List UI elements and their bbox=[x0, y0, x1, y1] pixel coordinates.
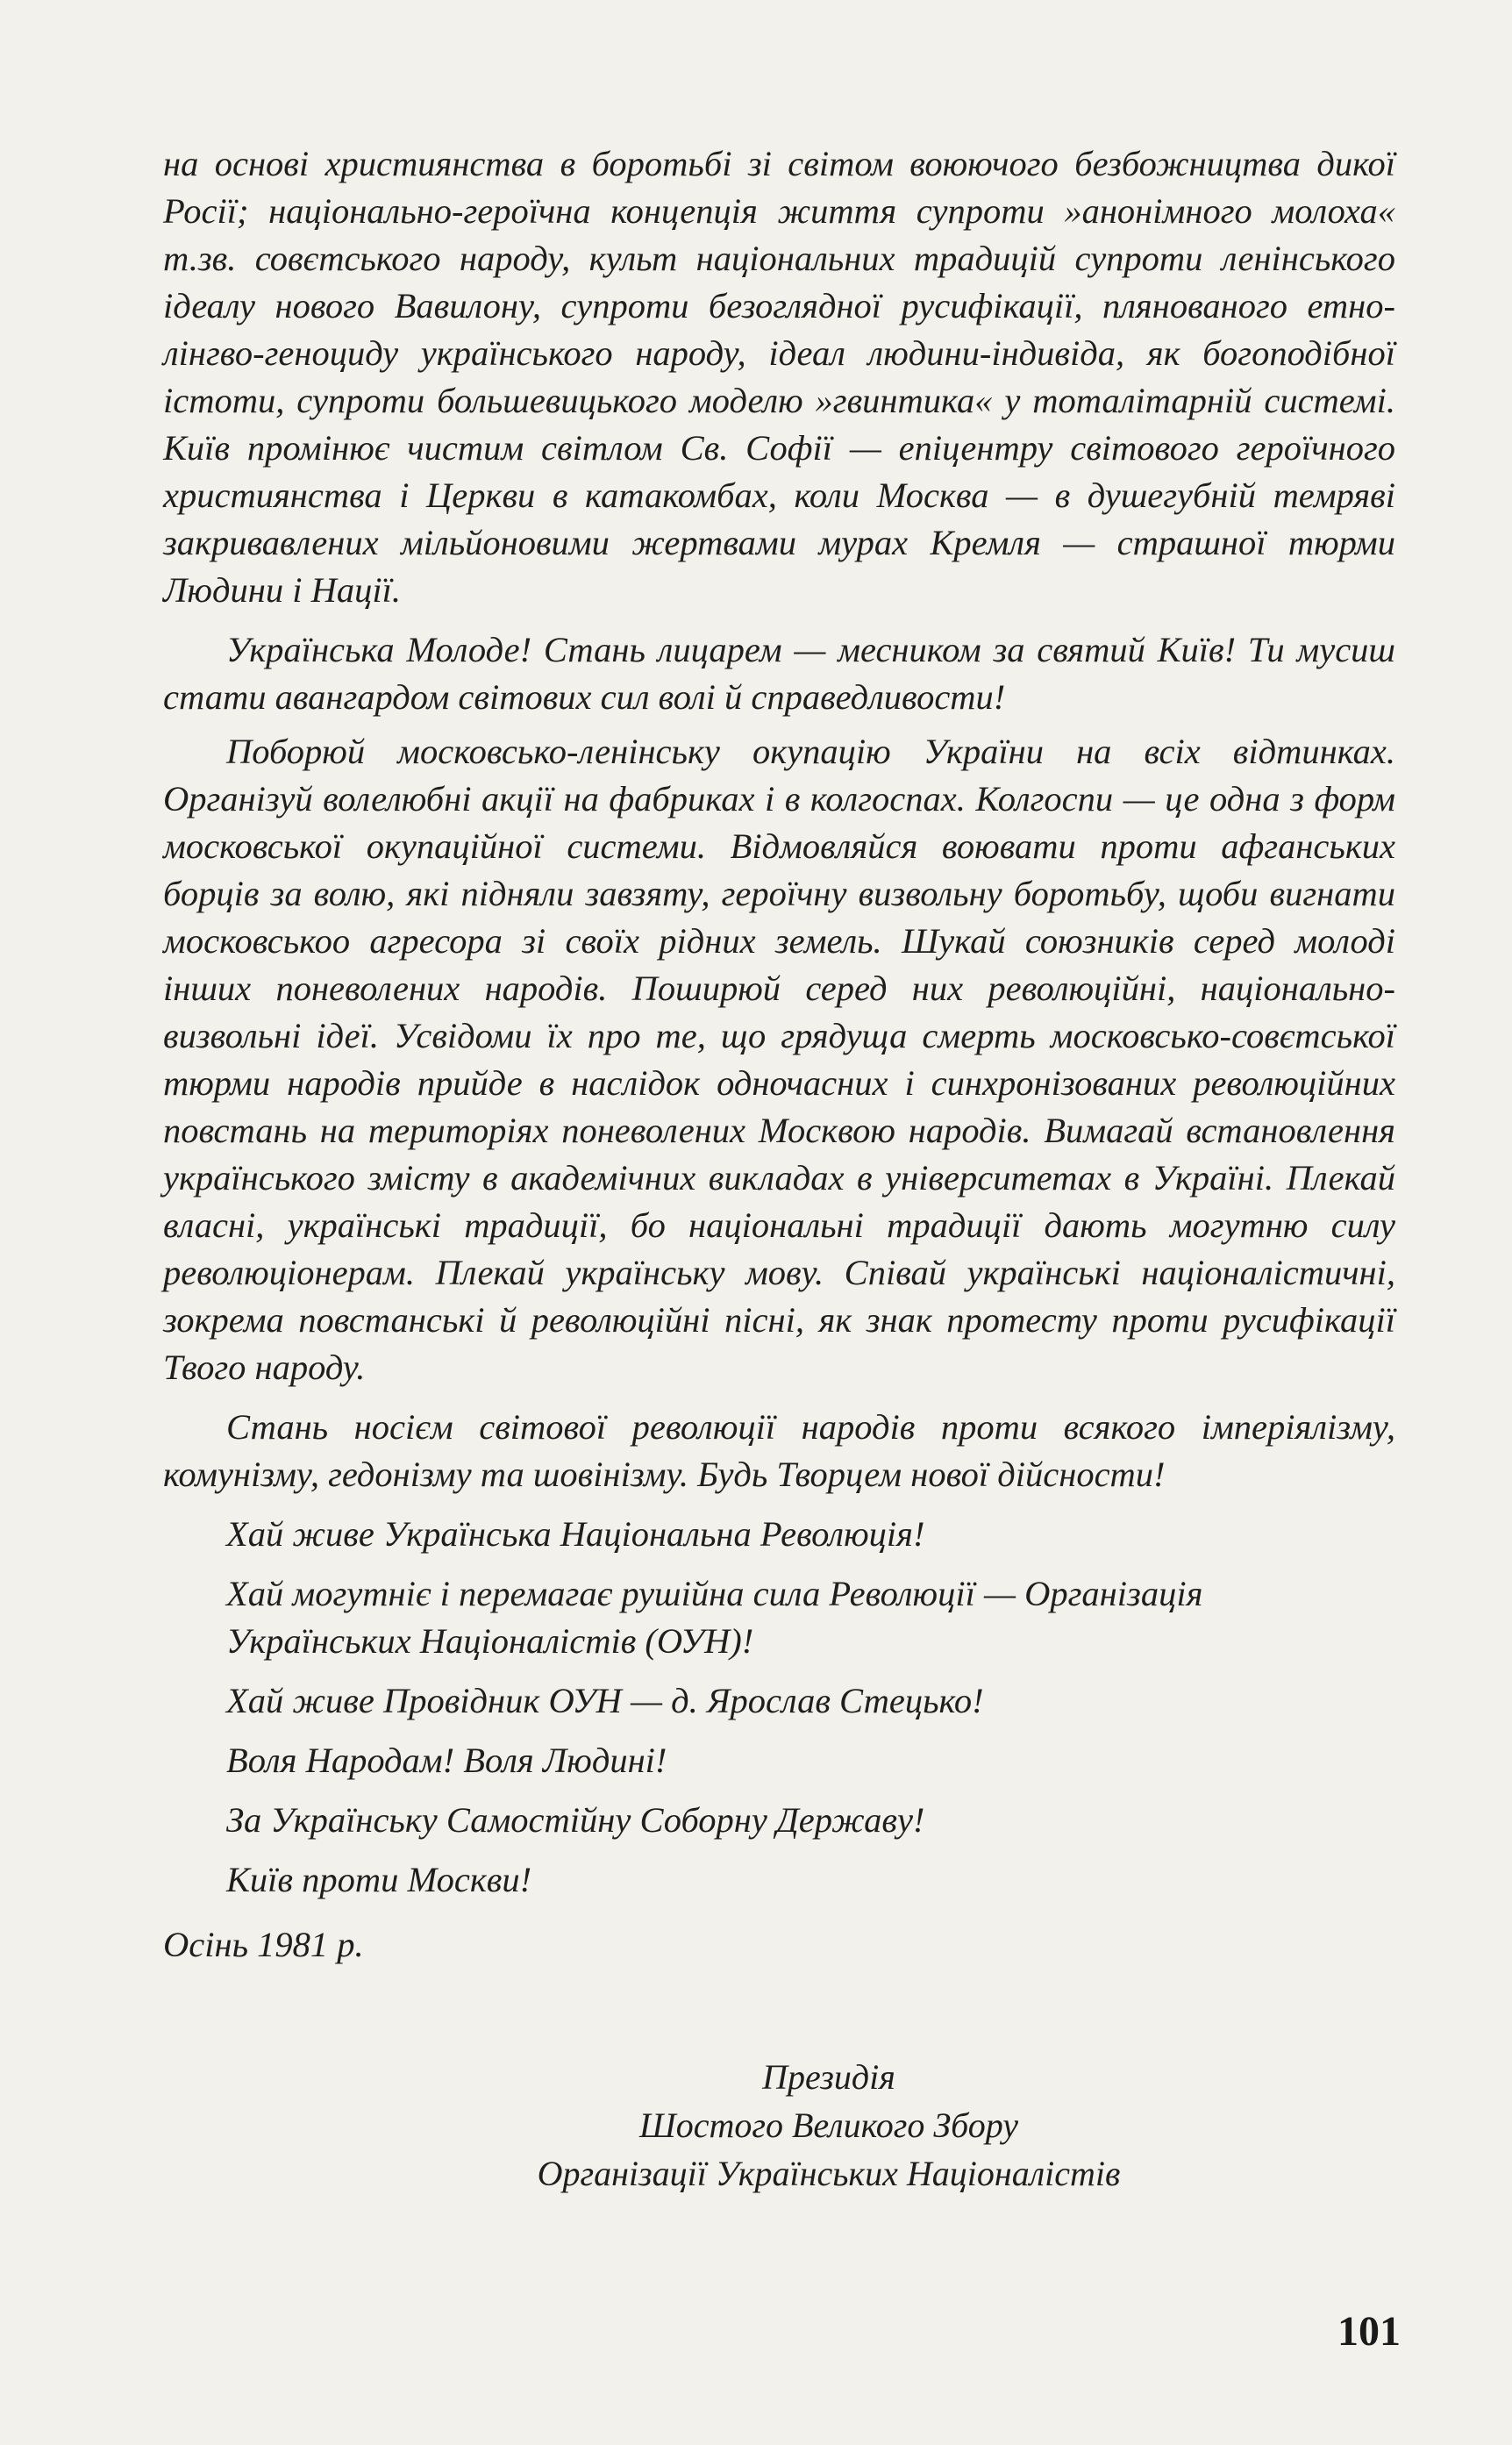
main-text bbox=[163, 140, 1395, 1969]
slogan-item: Воля Народам! Воля Людині! bbox=[226, 1741, 667, 1780]
paragraph-directives: Поборюй московсько-ленінську окупацію України на всіх відтинках. Організуй волелюбні акції на фабриках і в колгоспах. Колгоспи — це одна з форм московської окупаційної системи. Відмовляйся воювати проти афганських борців за волю, які підняли завзяту, героїчну визвольну боротьбу, щоби вигнати московськоо агресора зі своїх рідних земель. Шукай союзників серед молоді інших поневолених народів. Поширюй серед них революційні, національно-визвольні ідеї. Усвідоми їх про те, що грядуща смерть московсько-совєтської тюрми народів прийде в наслідок одночасних і синхронізованих революційних повстань на територіях поневолених Москвою народів. Вимагай встановлення українського змісту в академічних викладах в університетах в Україні. Плекай власні, українські традиції, бо національні традиції дають могутню силу революціонерам. Плекай українську мову. Співай українські націоналістичні, зокрема повстанські й революційні пісні, як знак протесту проти русифікації Твого народу. bbox=[163, 732, 1395, 1387]
slogan-item: Українських Націоналістів (ОУН)! bbox=[226, 1621, 754, 1661]
page-number: 101 bbox=[1337, 2308, 1401, 2355]
slogan-item: Київ проти Москви! bbox=[226, 1860, 532, 1899]
slogan-item: Хай могутніє і перемагає рушійна сила Революції — Організація bbox=[226, 1574, 1203, 1613]
paragraph-ideals: на основі християнства в боротьбі зі світом воюючого безбожництва дикої Росії; національно-героїчна концепція життя супроти »анонімного молоха« т.зв. совєтського народу, культ національних традицій супроти ленінського ідеалу нового Вавилону, супроти безоглядної русифікації, плянованого етно-лінгво-геноциду українського народу, ідеал людини-індивіда, як богоподібної істоти, супроти большевицького моделю »гвинтика« у тоталітарній системі. Київ промінює чистим світлом Св. Софії — епіцентру світового героїчного християнства і Церкви в катакомбах, коли Москва — в душегубній темряві закривавлених мільйоновими жертвами мурах Кремля — страшної тюрми Людини і Нації. bbox=[163, 144, 1395, 610]
slogan-item: Хай живе Провідник ОУН — д. Ярослав Стецько! bbox=[226, 1681, 984, 1720]
date-line: Осінь 1981 р. bbox=[163, 1925, 364, 1964]
signature-line: Шостого Великого Збору bbox=[638, 2105, 1018, 2145]
signature-line: Президія bbox=[762, 2057, 895, 2097]
signature-line: Організації Українських Націоналістів bbox=[537, 2154, 1121, 2193]
paragraph-youth-appeal: Українська Молоде! Стань лицарем — месником за святий Київ! Ти мусиш стати авангардом світових сил волі й справедливости! bbox=[163, 630, 1395, 717]
paragraph-revolution: Стань носієм світової революції народів проти всякого імперіялізму, комунізму, гедонізму та шовінізму. Будь Творцем нової дійсности! bbox=[163, 1407, 1395, 1494]
signature-block bbox=[386, 2053, 1272, 2198]
slogan-item: Хай живе Українська Національна Революція! bbox=[226, 1514, 925, 1554]
slogans-list bbox=[163, 1511, 1395, 1904]
slogan-item: За Українську Самостійну Соборну Державу! bbox=[226, 1800, 925, 1840]
